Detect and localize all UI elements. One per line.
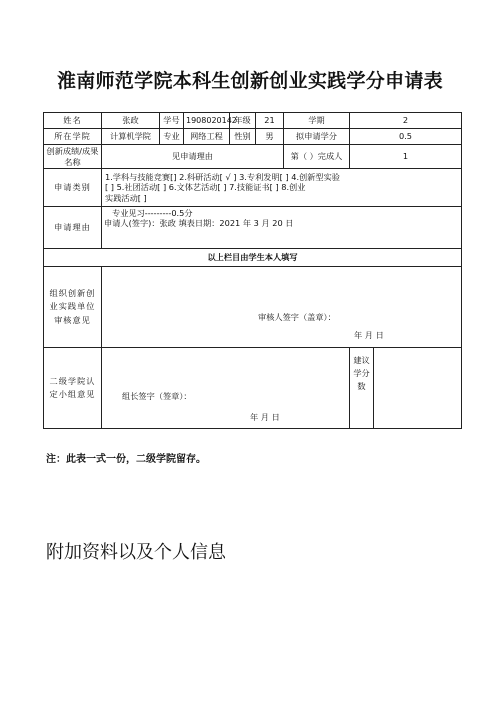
row-unit-review [44, 267, 462, 348]
college-review-label: 二级学院认定小组意见 [44, 348, 102, 429]
reason-content [102, 207, 462, 249]
form-note: 注：此表一式一份，二级学院留存。 [46, 454, 206, 465]
category-line-1: 1.学科与技能竞赛[] 2.科研活动[ √ ] 3.专利发明[ ] 4.创新型实验 [105, 172, 340, 183]
row-basic-info [44, 113, 462, 129]
row-category [44, 169, 462, 207]
college-label: 所在学院 [44, 129, 102, 145]
unit-reviewer-signature: 审核人签字（盖章）： [258, 312, 336, 322]
student-id-value: 1908020142 [184, 113, 230, 129]
row-reason [44, 207, 462, 249]
category-line-2: [ ] 5.社团活动[ ] 6.文体艺活动[ ] 7.技能证书[ ] 8.创业 [105, 182, 306, 193]
application-form-table [43, 112, 462, 429]
appendix-heading: 附加资料以及个人信息 [46, 542, 226, 563]
category-label: 申请类别 [44, 169, 102, 207]
achievement-label: 创新成绩/成果名称 [44, 145, 102, 169]
reason-line-1: 专业见习---------0.5分 [112, 208, 193, 218]
suggested-credit-value [374, 348, 462, 429]
unit-review-cell [102, 267, 462, 348]
row-college-review [44, 348, 462, 429]
unit-review-date: 年 月 日 [354, 330, 384, 340]
gender-value: 男 [256, 129, 284, 145]
unit-review-label: 组织创新创业实践单位审核意见 [44, 267, 102, 348]
gender-label: 性别 [230, 129, 256, 145]
achievement-value: 见申请理由 [102, 145, 284, 169]
name-value: 张政 [102, 113, 160, 129]
credit-value: 0.5 [350, 129, 462, 145]
category-options [102, 169, 462, 207]
term-label: 学期 [284, 113, 350, 129]
major-label: 专业 [160, 129, 184, 145]
grade-label: 年级 [230, 113, 256, 129]
name-label: 姓名 [44, 113, 102, 129]
form-title: 淮南师范学院本科生创新创业实践学分申请表 [56, 70, 443, 92]
row-achievement [44, 145, 462, 169]
credit-label: 拟申请学分 [284, 129, 350, 145]
term-value: 2 [350, 113, 462, 129]
student-fill-divider: 以上栏目由学生本人填写 [44, 249, 462, 267]
suggested-credit-label: 建议学分数 [350, 348, 374, 429]
reason-label: 申请理由 [44, 207, 102, 249]
grade-value: 21 [256, 113, 284, 129]
row-college-info [44, 129, 462, 145]
college-review-date: 年 月 日 [250, 412, 280, 422]
category-line-3: 实践活动[ ] [105, 192, 147, 203]
college-value: 计算机学院 [102, 129, 160, 145]
leader-signature: 组长签字（签章）： [122, 391, 192, 401]
rank-value: 1 [350, 145, 462, 169]
row-divider [44, 249, 462, 267]
major-value: 网络工程 [184, 129, 230, 145]
reason-line-2: 申请人(签字)：张政 填表日期：2021 年 3 月 20 日 [104, 218, 294, 229]
college-review-cell [102, 348, 350, 429]
student-id-label: 学号 [160, 113, 184, 129]
rank-label: 第（ ）完成人 [284, 145, 350, 169]
